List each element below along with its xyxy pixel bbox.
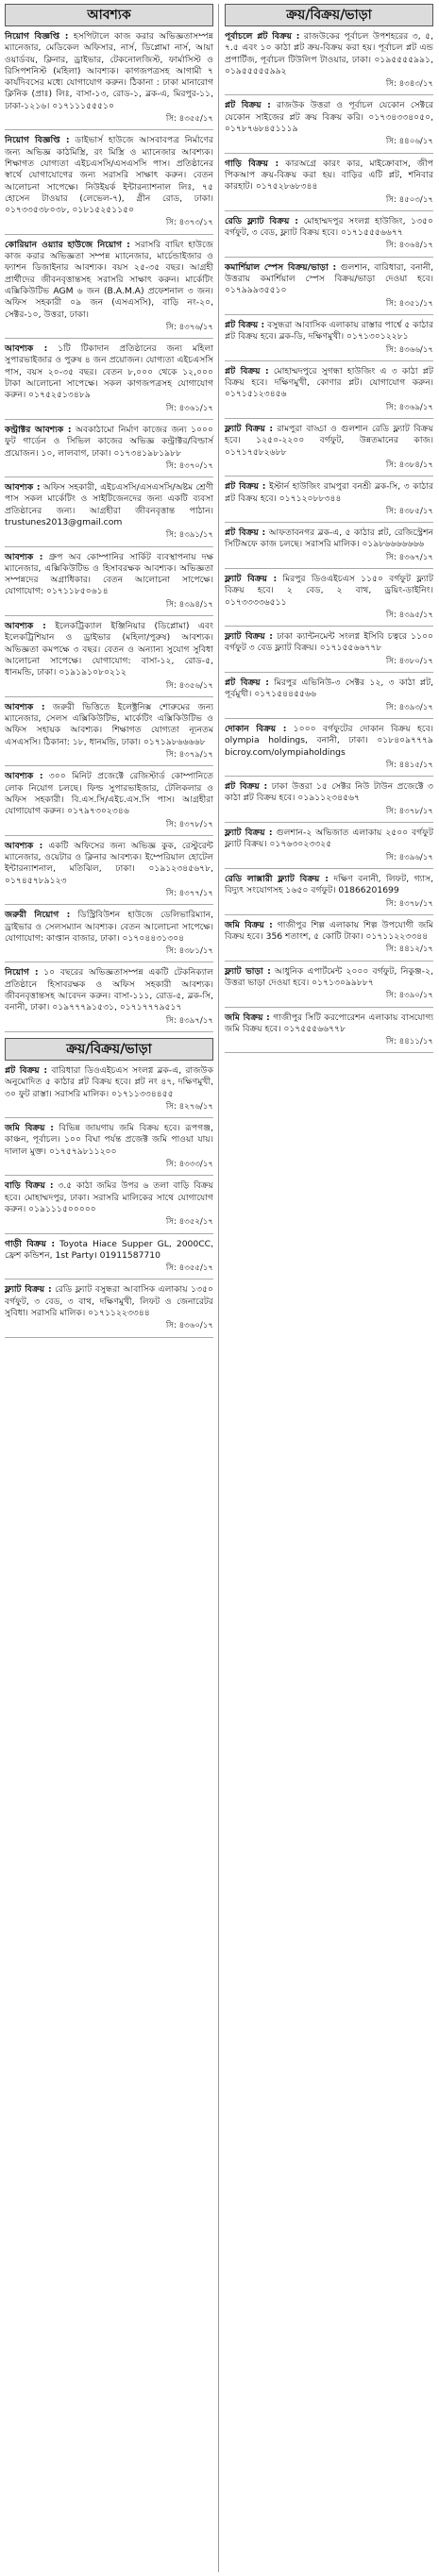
- classified-ad: [225, 319, 433, 358]
- ad-keyword: প্লট বিক্রয় :: [5, 1064, 48, 1076]
- ad-keyword: আবশ্যক :: [5, 482, 41, 493]
- classified-ad: [225, 158, 433, 208]
- classified-ad: [5, 424, 213, 474]
- ad-keyword: গাড়ী বিক্রয় :: [5, 1238, 56, 1249]
- ad-text: ১টি টিকাদান প্রতিষ্ঠানের জন্য মহিলা সুপারভাইজার ও পুরুষ ৪ জন প্রয়োজন। যোগ্যতা এইচএসসি পাস, বয়স ২০-৩৫ বছর। বেতন ৮,০০০ থেকে ১২,০০০ টাকা আলোচনা সাপেক্ষে। সকল কাগজপত্রসহ যোগাযোগ করুন। ০১৭৫২৫১৩৪৮৯: [5, 343, 213, 401]
- ad-reference: সি: ৪৩৭০/১৭: [165, 460, 213, 471]
- ad-separator: [225, 868, 433, 869]
- ad-reference: সি: ৪৩৬৭/১৭: [385, 552, 433, 562]
- ad-separator: [225, 94, 433, 95]
- classified-ad: [225, 261, 433, 311]
- ad-reference: সি: ৪৩৮১/১৭: [165, 946, 213, 957]
- ad-text: ৩০০ মিনিট প্রজেক্টে রেজিস্টার্ড কোম্পানিতে লোক নিয়োগ চলছে। ফিল্ড সুপারভাইজার, টেলিকলার ও অফিস সহকারী। বি.এস.সি/এইচ.এস.সি পাস। আগ্রহীরা যোগাযোগ করুন। ০১৭৯৭৩০২৩৪৬: [5, 771, 213, 817]
- ad-keyword: নিয়োগ বিজ্ঞপ্তি :: [5, 135, 70, 146]
- ad-keyword: বাড়ি বিক্রয় :: [5, 1180, 54, 1192]
- ad-text: অফিস সহকারী, এইচএসসি/এসএসসি/অষ্টম শ্রেণী পাস সকল মার্কেটিং ও সাইটিজেনদের জন্য একটি ব্যবসা প্রতিষ্ঠানের জন্য। আগ্রহীরা জীবনবৃত্তান্ত পাঠান। trustunes2013@gmail.com: [5, 482, 213, 527]
- ad-keyword: আবশ্যক :: [5, 343, 48, 355]
- ad-separator: [5, 546, 213, 547]
- ad-keyword: প্লট বিক্রয় :: [225, 781, 268, 793]
- ad-text: জরুরী ভিত্তিতে ইলেক্ট্রনিক্স শোরুমের জন্য ম্যানেজার, সেলস এক্সিকিউটিভ, মার্কেটিং এক্সিকিউটিভ ও অফিস সহায়ক আবশ্যক। শিক্ষাগত যোগ্যতা ন্যূনতম এসএসসি। ঠিকানা: ১৮, ধানমন্ডি, ঢাকা। ০১৭১৯৮৬৬৬৬৮: [5, 701, 213, 747]
- ad-text: দক্ষিণ বনানী, লিফট, গ্যাস, বিদ্যুৎ সংযোগসহ ১৬৫০ বর্গফুট। 01866201699: [225, 873, 433, 896]
- classified-ad: [5, 770, 213, 831]
- ad-separator: [5, 1279, 213, 1280]
- ad-text: Toyota Hiace Supper GL, 2000CC, ফ্রেশ কন্ডিশন, 1st Party। 01911587710: [5, 1238, 214, 1261]
- classified-ad: [5, 1238, 213, 1277]
- ad-keyword: প্লট বিক্রয় :: [225, 677, 269, 689]
- ad-reference: সি: ৪৩৫১/১৭: [385, 298, 433, 309]
- ad-reference: সি: ৪৩৭৮/১৭: [385, 898, 433, 909]
- classified-ad: [225, 365, 433, 415]
- ad-text: রেডি ফ্ল্যাট বসুন্ধরা আবাসিক এলাকায় ১৩৫০ বর্গফুট, ৩ বেড, ৩ বাথ, দক্ষিণমুখী, লিফট ও জেনারেটর সুবিধা। সরাসরি মালিক। ০১৭১১২২৩৩৪৪: [5, 1284, 213, 1319]
- ad-separator: [5, 835, 213, 836]
- ad-text: আফতাবনগর ব্লক-এ, ৫ কাঠার প্লট, রেজিস্ট্রেশন সিটিঅফে কাজ চলছে। সরাসরি মালিক। ০১৯৮৬৬৬৬৬৬৬: [225, 527, 434, 550]
- classified-ad: [5, 30, 213, 126]
- ad-text: গাজীপুর সিটি করপোরেশন এলাকায় বাসযোগ্য জমি বিক্রয় হবে। ০১৭৫৫৫৬৬৭৭৮: [225, 1012, 434, 1034]
- classified-ad: [5, 481, 213, 543]
- ad-reference: সি: ৪৩৬১/১৭: [165, 403, 213, 413]
- ad-text: রাজউক উত্তরা ও পূর্বাচল যেকোন সেক্টরে যেকোন সাইজের প্লট ক্রয় বিক্রয় করি। ০১৭৩৪৩৩৪০৫০, ০১৭৮৭৬৮৪৫১১১৯: [225, 100, 433, 135]
- ad-reference: সি: ৪৩৮০/১৭: [385, 656, 433, 666]
- ad-reference: সি: ৪৩৭৮/১৭: [165, 819, 213, 829]
- ad-separator: [225, 257, 433, 258]
- ad-separator: [225, 914, 433, 915]
- classified-ad: [225, 527, 433, 565]
- ad-reference: সি: ৪৩৯৬/১৭: [385, 852, 433, 862]
- ad-separator: [225, 961, 433, 962]
- ad-text: ঢাকা উত্তরা ১৫ সেক্টর নিউ টাউন প্রজেক্টে ৩ কাঠা প্লট বিক্রয় হবে। ০১৯১১২৩৪৫৬৭: [225, 781, 434, 804]
- ad-reference: সি: ৪৩৫৬/১৭: [165, 680, 213, 691]
- ad-reference: সি: ৪৩৫৫/১৭: [165, 114, 213, 125]
- ad-keyword: কন্ট্রাক্টর আবশ্যক :: [5, 424, 72, 435]
- ad-keyword: আবশ্যক :: [5, 771, 43, 782]
- ad-keyword: পূর্বাচলে প্লট বিক্রয় :: [225, 31, 300, 42]
- ad-keyword: জমি বিক্রয় :: [225, 919, 273, 930]
- ad-separator: [225, 153, 433, 154]
- classified-ad: [225, 99, 433, 149]
- ad-keyword: জমি বিক্রয় :: [225, 1012, 270, 1023]
- ad-text: ৩.৫ কাঠা জমির উপর ৬ তলা বাড়ি বিক্রয় হবে। মোহাম্মদপুর, ঢাকা। সরাসরি মালিকের সাথে যোগাযোগ করুন। ০১৯১১১৫০০০০০: [5, 1180, 213, 1214]
- ad-text: ডিস্ট্রিবিউশন হাউজে ডেলিভারিম্যান, ড্রাইভার ও সেলসম্যান আবশ্যক। বেতন আলোচনা সাপেক্ষে। যোগাযোগ: কাপ্তান বাজার, ঢাকা। ০১৭০৪৪৩১৩০৪: [5, 910, 213, 944]
- left-column: [5, 4, 213, 1342]
- classified-ad: [5, 701, 213, 762]
- ad-keyword: কমার্শিয়াল স্পেস বিক্রয়/ভাড়া :: [225, 261, 337, 273]
- classified-ad: [225, 827, 433, 865]
- ad-reference: সি: ৪৫০৩/১৭: [385, 194, 433, 205]
- ad-keyword: জমি বিক্রয় :: [5, 1123, 54, 1134]
- ad-reference: সি: ৪৩৯১/১৭: [165, 530, 213, 541]
- classified-ad: [225, 215, 433, 254]
- classified-ad: [5, 966, 213, 1028]
- ad-keyword: প্লট বিক্রয় :: [225, 319, 265, 330]
- ad-text: গুলশান, বারিধারা, বনানী, উত্তরায় কমার্শিয়াল স্পেস বিক্রয়/ভাড়া দেওয়া হবে। ০১৭৯৯৯৩৫৫১০: [225, 261, 433, 296]
- ad-separator: [5, 338, 213, 339]
- ad-keyword: আবশ্যক :: [5, 701, 45, 712]
- ad-text: মোহাম্মদপুরে সুগন্ধা হাউজিং এ ৩ কাঠা প্লট বিক্রয় হবে। দক্ষিণমুখী, কোণার প্লট। যোগাযোগ করুন। ০১৭১৫১২৩৪৫৬: [225, 365, 434, 400]
- buy-sell-ads-list-left: [5, 1064, 213, 1338]
- classified-ad: [5, 1064, 213, 1114]
- ad-text: ১০ বছরের অভিজ্ঞতাসম্পন্ন একটি টেকনিক্যাল প্রতিষ্ঠানে হিসাবরক্ষক ও অফিস সহকারী আবশ্যক। জীবনবৃত্তান্তসহ আবেদন করুন। বাসা-১১১, রোড-৫, ব্লক-সি, বনানী, ঢাকা। ০১৯৭৭৭৯১৫৩১, ০১৭১৭৭৭৯৫১৭: [5, 967, 213, 1013]
- classified-ad: [5, 239, 213, 335]
- ad-separator: [225, 360, 433, 361]
- classified-ad: [5, 1283, 213, 1333]
- ad-separator: [225, 626, 433, 627]
- ad-text: ঢাকা ক্যান্টনমেন্ট সংলগ্ন ইসিবি চত্বরে ১১০০ বর্গফুট ৩ বেড ফ্ল্যাট বিক্রয়। ০১৭১৫৫৬৬৭৭৮: [225, 631, 433, 654]
- classified-ad: [5, 1179, 213, 1229]
- ad-text: কারঅগ্রে কারং কার, মাইক্রোবাস, জীপ পিকআপ ক্রয়-বিক্রয় করা হয়। বাড়ির এটি প্লট, শনিবার কারহাট। ০১৭৫২৮৬৮৩৪৪: [225, 158, 434, 192]
- ad-separator: [5, 234, 213, 235]
- ad-separator: [5, 1031, 213, 1032]
- ad-keyword: আবশ্যক :: [5, 840, 43, 851]
- ad-reference: সি: ৪৩৬০/১৭: [165, 1321, 213, 1331]
- ad-text: সরাসরি বায়িং হাউজে কাজ করার অভিজ্ঞতা সম্পন্ন ম্যানেজার, মার্চেন্ডাইজার ও ফ্যাশন ডিজাইনার আবশ্যক। বয়স ২৫-৩৫ বছর। আগ্রহী প্রার্থীদের জীবনবৃত্তান্তসহ সরাসরি সাক্ষাৎ করুন। মার্কেটিং এক্সিকিউটিভ AGM ৬ জন (B.A.M.A) প্রফেশনাল ৩ জন। অফিস সহকারী ০৯ জন (এসএসসি), বাড়ি নং-২০, সেক্টর-১০, উত্তরা, ঢাকা।: [5, 239, 213, 320]
- ad-keyword: ফ্ল্যাট বিক্রয় :: [225, 631, 273, 643]
- ad-text: একটি অফিসের জন্য অভিজ্ঞ কুক, রেস্টুরেন্ট ম্যানেজার, ওয়েটার ও ক্লিনার আবশ্যক। ইম্পেরিয়াল হোটেল ইন্টারন্যাশনাল, মতিঝিল, ঢাকা। ০১৯১২৩৪৫৬৭৮, ০১৭৪৫৭৮৯১২৩: [5, 840, 214, 886]
- classified-ad: [225, 965, 433, 1004]
- ad-reference: সি: ৪২৭৬/১৭: [165, 1101, 213, 1112]
- classified-ad: [225, 919, 433, 958]
- ad-separator: [5, 1117, 213, 1118]
- ad-keyword: ফ্ল্যাট ভাড়া :: [225, 965, 271, 977]
- ad-separator: [225, 718, 433, 719]
- ad-reference: সি: ৪৩৬৪/১৭: [385, 241, 433, 251]
- ad-text: হসপিটালে কাজ করার অভিজ্ঞতাসম্পন্ন ম্যানেজার, মেডিকেল অফিসার, নার্স, ডিপ্লোমা নার্স, আয়া ওয়ার্ডবয়, ক্লিনার, ড্রাইভার, টেকনোলজিস্ট, ফার্মাসিস্ট ও রিসিপশনিস্ট (মহিলা) আবশ্যক। কাগজপত্রসহ আগামী ৭ কার্যদিবসের মধ্যে যোগাযোগ করুন। ঠিকানা : ঢাকা মানারোগ ক্লিনিক (প্রাঃ) লিঃ, বাসা-১৩, রোড-১, ব্লক-এ, মিরপুর-১১, ঢাকা-১২১৬। ০১৭১১১৫৫৫১০: [5, 31, 214, 111]
- ad-separator: [5, 1233, 213, 1234]
- ad-separator: [5, 129, 213, 130]
- ad-separator: [225, 672, 433, 673]
- ad-reference: সি: ৪৩৯৪/১৭: [165, 599, 213, 610]
- ad-keyword: রেডি লাক্সারী ফ্ল্যাট বিক্রয় :: [225, 873, 329, 884]
- ad-separator: [225, 314, 433, 315]
- classified-ad: [5, 343, 213, 416]
- ad-text: বিভিন্ন জায়গায় জমি বিক্রয় হবে। রূপগঞ্জ, কাঞ্চন, পূর্বাচল। ১০০ বিঘা পর্যন্ত প্রজেক্ট জমি পাওয়া যায়। দালাল মুক্ত। ০১৭৫৭৯৮১১২০০: [5, 1123, 214, 1157]
- ad-text: গুলশান-২ অভিজাত এলাকায় ২৫০০ বর্গফুট ফ্ল্যাট বিক্রয়। ০১৭৬৩০২৩৩২৫: [225, 828, 433, 850]
- ad-text: মিরপুর এভিনিউ-৩ সেক্টর ১২, ৩ কাঠা প্লট, পূর্বমুখী। ০১৭১৫৪৪৫৫৬৬: [225, 677, 434, 700]
- ad-separator: [5, 1337, 213, 1338]
- classified-ad: [5, 620, 213, 694]
- ad-reference: সি: ৪৩৯৫/১৭: [385, 610, 433, 620]
- classified-ad: [225, 573, 433, 623]
- section-header-wanted: আবশ্যক: [5, 4, 213, 26]
- ad-reference: সি: ৪৩৭৯/১৭: [165, 750, 213, 761]
- ad-keyword: ফ্ল্যাট বিক্রয় :: [225, 828, 273, 839]
- ad-separator: [225, 476, 433, 477]
- classified-ad: [225, 677, 433, 715]
- classified-ad: [225, 423, 433, 473]
- ad-separator: [5, 765, 213, 766]
- ad-separator: [225, 522, 433, 523]
- ad-keyword: প্লট বিক্রয় :: [225, 481, 266, 493]
- ad-reference: সি: ৪৪১৫/১৭: [385, 760, 433, 770]
- ad-keyword: ফ্ল্যাট বিক্রয় :: [225, 573, 278, 584]
- ad-reference: সি: ৪৩৪৩/১৭: [385, 79, 433, 90]
- ad-reference: সি: ৪৩৬৬/১৭: [385, 344, 433, 355]
- ad-separator: [5, 696, 213, 697]
- classified-ad: [5, 551, 213, 612]
- ad-separator: [225, 1007, 433, 1008]
- ad-reference: সি: ৪৩৮৫/১৭: [385, 506, 433, 516]
- ad-separator: [225, 1052, 433, 1053]
- classified-ad: [5, 1122, 213, 1172]
- section-header-buy-sell-rent-right: ক্রয়/বিক্রয়/ভাড়া: [225, 4, 433, 26]
- ad-text: বারিধারা ডিওএইচএস সংলগ্ন ব্লক-এ, রাজউক অনুমোদিত ৫ কাঠার প্লট বিক্রয় হবে। প্লট নং ৪৭, দক্ষিণমুখী, ৩০ ফুট রাস্তা। সরাসরি মালিক। ০১৭১১৩৩৪৪৫৫: [5, 1064, 214, 1099]
- ad-reference: সি: ৪৩৭৬/১৭: [165, 322, 213, 332]
- ad-keyword: আবশ্যক :: [5, 621, 46, 632]
- ad-text: গাজীপুর শিল্প এলাকায় শিল্প উপযোগী জমি বিক্রয় হবে। 356 শতাংশ, ৫ কোটি টাকা। ০১৭১১২২৩৩৪৪: [225, 919, 434, 943]
- ad-reference: সি: ৪৩৯৭/১৭: [165, 1015, 213, 1026]
- ad-reference: সি: ৪৩৭৩/১৭: [165, 218, 213, 228]
- right-column: [225, 4, 433, 1057]
- ad-separator: [225, 776, 433, 777]
- classified-ad: [225, 30, 433, 92]
- ad-keyword: কোরিয়ান ওয়্যার হাউজে নিয়োগ :: [5, 239, 130, 250]
- classified-ad: [225, 723, 433, 773]
- ad-keyword: আবশ্যক :: [5, 551, 43, 562]
- ad-keyword: ফ্ল্যাট বিক্রয় :: [5, 1284, 52, 1296]
- ad-keyword: প্লট বিক্রয় :: [225, 365, 269, 376]
- ad-text: রাজউকের পূর্বাচল উপশহরের ৩, ৫, ৭.৫ এবং ১০ কাঠা প্লট ক্রয়-বিক্রয় করা হয়। পূর্বাচল প্লট এন্ড প্রপার্টিজ, পূর্বাচল টিউলিপ টাওয়ার, ঢাকা। ০১৯৫৫৫৫৯৯১, ০১৯৫৫৫৫৫৯৯২: [225, 31, 434, 76]
- ad-text: বসুন্ধরা আবাসিক এলাকায় রাস্তার পার্শ্বে ৫ কাঠার প্লট বিক্রয় হবে। ব্লক-ডি, দক্ষিণমুখী। ০১৭১৩০১২২৮১: [225, 319, 433, 343]
- ad-separator: [5, 419, 213, 420]
- ad-text: ইস্টার্ন হাউজিং রামপুরা বনশ্রী ব্লক-সি, ৩ কাঠার প্লট বিক্রয় হবে। ০১৭১২০৮৮৩৪৪: [225, 481, 434, 504]
- ad-keyword: প্লট বিক্রয় :: [225, 527, 266, 539]
- ad-reference: সি: ৪৩৮৪/১৭: [385, 460, 433, 470]
- ad-reference: সি: ৪৩৯৩/১৭: [385, 702, 433, 712]
- ad-reference: সি: ৪৩৯০/১৭: [385, 991, 433, 1001]
- classified-ad: [5, 840, 213, 901]
- ad-separator: [5, 615, 213, 616]
- ad-text: মিরপুর ডিওএইচএস ১১৫০ বর্গফুট ফ্ল্যাট বিক্রয় হবে। ২ বেড, ২ বাথ, ড্রয়িং-ডাইনিং। ০১৭৩৩৩৩৬৫১১: [225, 573, 433, 608]
- ad-reference: সি: ৪৩৭৮/১৭: [385, 806, 433, 816]
- ad-text: আধুনিক এপার্টমেন্ট ২০০০ বর্গফুট, নিকুঞ্জ-২, উত্তরা ভাড়া দেওয়া হবে। ০১৭১৩০৯৯৮৮৭: [225, 965, 433, 988]
- ad-text: রামপুরা বাড্ডা ও গুলশান রেডি ফ্ল্যাট বিক্রয় হবে। ১২৫০-২২০০ বর্গফুট, উন্নতমানের কাজ। ০১৭১৭৫৮২৬৮৮: [225, 424, 433, 458]
- ad-keyword: প্লট বিক্রয় :: [225, 100, 271, 111]
- ad-reference: সি: ৪৪১১/১৭: [385, 1037, 433, 1047]
- ad-text: অবকাঠামো নির্মাণ কাজের জন্য ১০০০ ফুট গার্ডেন ও সিভিল কাজের অভিজ্ঞ কন্ট্রাক্টর/বিল্ডার্স প্রয়োজন। ১০, লালবাগ, ঢাকা। ০১৭৩৪১৯৮১৯৮৮: [5, 424, 213, 459]
- ad-reference: সি: ৪৪১২/১৭: [385, 945, 433, 955]
- ad-separator: [225, 568, 433, 569]
- classified-ad: [225, 1012, 433, 1050]
- ad-text: ডাইভার্স হাউজে আসবাবপত্র নির্মাণের জন্য অভিজ্ঞ কাঠমিস্ত্রি, রং মিস্ত্রি ও ম্যানেজার আবশ্যক। শিক্ষাগত যোগ্যতা এইচএসসি/এসএসসি পাস। প্রতিষ্ঠানের স্বার্থে যোগাযোগের জন্য সরাসরি সাক্ষাৎ করুন। বেতন আলোচনা সাপেক্ষে। নিউইয়র্ক ইন্টারন্যাশনাল লিঃ, ৭৫ হোসেন টাওয়ার (লেভেল-৭), গ্রীন রোড, ঢাকা। ০১৭৩৩৫৩৮০৩৮, ০১৮১৫২৫১১৫০: [5, 135, 213, 216]
- classified-ad: [5, 909, 213, 959]
- section-header-buy-sell-rent-left: ক্রয়/বিক্রয়/ভাড়া: [5, 1038, 213, 1061]
- ad-separator: [5, 904, 213, 905]
- ad-text: গ্রুপ অব কোম্পানির সার্কিট ব্যবস্থাপনায় দক্ষ ম্যানেজার, এক্সিকিউটিভ ও হিসাবরক্ষক আবশ্যক। অভিজ্ঞতা সম্পন্নদের অগ্রাধিকার। বেতন আলোচনা সাপেক্ষে। যোগাযোগ: ০১৭১১৮৫০৬১৪: [5, 551, 214, 597]
- ad-reference: সি: ৪৩৬৯/১৭: [385, 402, 433, 412]
- ad-text: ১০০০ বর্গফুটের দোকান বিক্রয় হবে। olympia holdings, বনানী, ঢাকা। ০১৮৪০৯৭৭৭৯ bicroy.com/olympiaholdings: [225, 723, 434, 758]
- ad-reference: সি: ৪৩৩৩/১৭: [165, 1160, 213, 1170]
- ad-reference: সি: ৪৪০৬/১৭: [385, 137, 433, 147]
- ad-keyword: জরুরী নিয়োগ :: [5, 910, 71, 921]
- ad-keyword: নিয়োগ :: [5, 967, 39, 979]
- classified-ad: [225, 630, 433, 669]
- ad-separator: [225, 822, 433, 823]
- ad-reference: সি: ৪৩৭৭/১৭: [165, 889, 213, 898]
- ad-reference: সি: ৪৩৫৫/১৭: [165, 1263, 213, 1274]
- ad-text: মোহাম্মদপুর সংলগ্ন হাউজিং, ১৩৫০ বর্গফুট, ৩ বেড, ফ্ল্যাট বিক্রয় হবে। ০১৭১৫৫৫৬৬৭৭: [225, 215, 433, 239]
- classified-ad: [225, 873, 433, 912]
- column-divider: [218, 4, 219, 2572]
- ad-separator: [225, 418, 433, 419]
- classified-ad: [225, 480, 433, 519]
- ad-keyword: নিয়োগ বিজ্ঞপ্তি :: [5, 31, 69, 42]
- ad-keyword: দোকান বিক্রয় :: [225, 723, 287, 734]
- ad-keyword: রেডি ফ্ল্যাট বিক্রয় :: [225, 215, 298, 226]
- ad-keyword: গাড়ি বিক্রয় :: [225, 158, 279, 169]
- ad-reference: সি: ৪৩৫২/১৭: [165, 1217, 213, 1228]
- ad-separator: [5, 1175, 213, 1176]
- ad-keyword: ফ্ল্যাট বিক্রয় :: [225, 424, 274, 435]
- classified-ad: [5, 134, 213, 230]
- ad-text: ইলেকট্রিক্যাল ইঞ্জিনিয়ার (ডিপ্লোমা) এবং ইলেকট্রিশিয়ান ও ড্রাইভার (মহিলা/পুরুষ) আবশ্যক। অভিজ্ঞতা কমপক্ষে ৩ বছর। বেতন ও অন্যান্য সুযোগ সুবিধা আলোচনা সাপেক্ষে। যোগাযোগ: বাসা-১২, রোড-৫, ধানমন্ডি, ঢাকা। ০১৯১৯১০৮০২১২: [5, 621, 213, 678]
- buy-sell-ads-list-right: [225, 30, 433, 1053]
- classified-ad: [225, 780, 433, 819]
- ad-separator: [225, 210, 433, 211]
- wanted-ads-list: [5, 30, 213, 1032]
